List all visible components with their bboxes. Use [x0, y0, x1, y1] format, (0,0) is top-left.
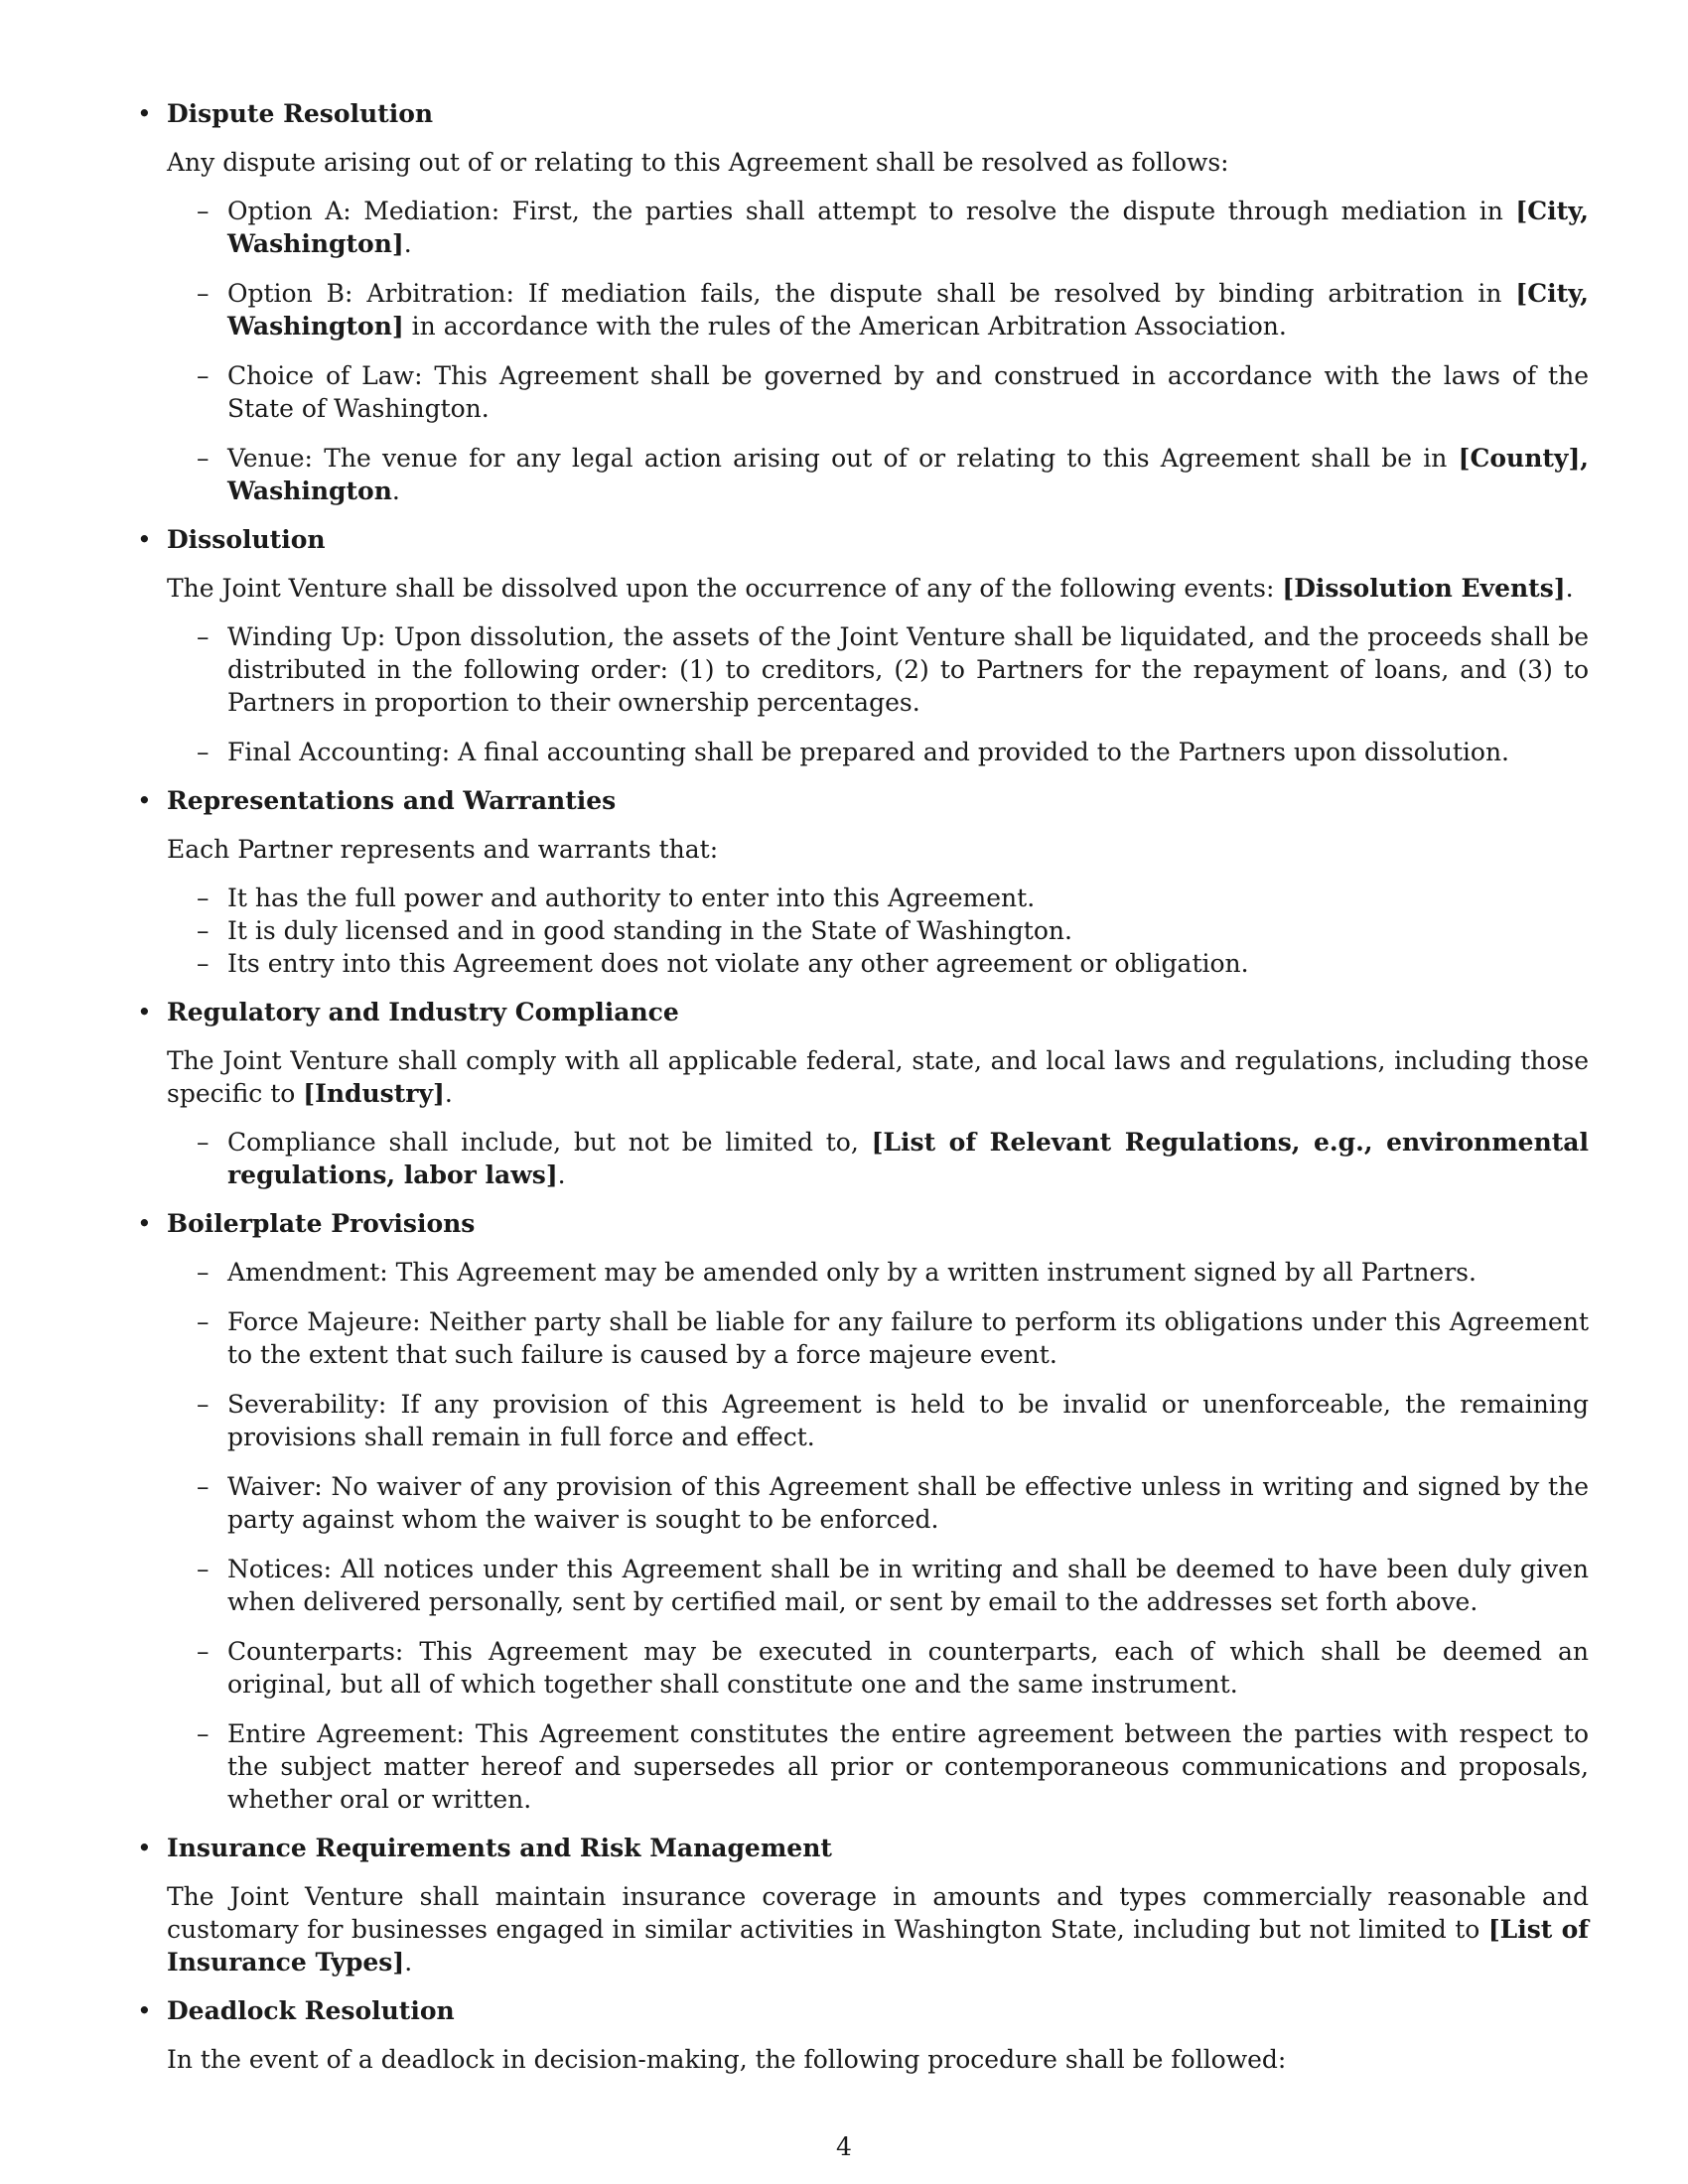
section-heading: Dispute Resolution — [167, 99, 434, 128]
sub-list — [167, 882, 1589, 980]
list-item: – Its entry into this Agreement does not violate any other agreement or obligation. — [197, 949, 1249, 978]
section-boilerplate — [129, 1207, 1589, 1816]
section-intro: The Joint Venture shall be dissolved upon the occurrence of any of the following events: [Dissolution Events]. — [167, 574, 1574, 603]
list-item: – Force Majeure: Neither party shall be liable for any failure to perform its obligations under this Agreement to the extent that such failure is caused by a force majeure event. — [197, 1307, 1589, 1369]
placeholder-field: [Dissolution Events] — [1282, 574, 1566, 603]
bullet: • — [137, 99, 152, 128]
list-item: – Venue: The venue for any legal action arising out of or relating to this Agreement shall be in [County], Washington. — [197, 444, 1589, 505]
bullet: • — [137, 525, 152, 554]
dash: – — [197, 738, 210, 766]
section-intro: The Joint Venture shall maintain insurance coverage in amounts and types commercially reasonable and customary for businesses engaged in similar activities in Washington State, including but not limited to [List of Insurance Types]. — [167, 1882, 1589, 1977]
list-item: – Waiver: No waiver of any provision of this Agreement shall be effective unless in writing and signed by the party against whom the waiver is sought to be enforced. — [197, 1472, 1589, 1534]
page-number: 4 — [836, 2132, 852, 2161]
list-item: – Entire Agreement: This Agreement constitutes the entire agreement between the parties with respect to the subject matter hereof and supersedes all prior or contemporaneous communications and proposals, whether oral or written. — [197, 1719, 1589, 1814]
placeholder-field: [City, Washington] — [227, 279, 1589, 341]
dash: – — [197, 884, 210, 912]
section-representations — [129, 784, 1589, 980]
list-item: – Final Accounting: A final accounting shall be prepared and provided to the Partners upon dissolution. — [197, 738, 1510, 766]
section-intro: Any dispute arising out of or relating to this Agreement shall be resolved as follows: — [167, 148, 1229, 177]
list-item: – Notices: All notices under this Agreement shall be in writing and shall be deemed to have been duly given when delivered personally, sent by certified mail, or sent by email to the addresses set forth above. — [197, 1555, 1589, 1616]
sub-list — [167, 1126, 1589, 1191]
placeholder-field: [List of Relevant Regulations, e.g., environmental regulations, labor laws] — [227, 1128, 1589, 1189]
placeholder-field: [County], Washington — [227, 444, 1589, 505]
section-intro: Each Partner represents and warrants that: — [167, 835, 719, 864]
sub-list — [167, 1256, 1589, 1816]
dash: – — [197, 622, 210, 651]
dash: – — [197, 1307, 210, 1336]
placeholder-field: [City, Washington] — [227, 197, 1589, 258]
section-deadlock — [129, 1994, 1589, 2076]
dash: – — [197, 1637, 210, 1666]
section-insurance — [129, 1832, 1589, 1979]
section-dissolution — [129, 523, 1589, 768]
section-dispute-resolution — [129, 97, 1589, 507]
list-item: – Severability: If any provision of this Agreement is held to be invalid or unenforceable, the remaining provisions shall remain in full force and effect. — [197, 1390, 1589, 1451]
dash: – — [197, 1472, 210, 1501]
dash: – — [197, 444, 210, 473]
dash: – — [197, 279, 210, 308]
placeholder-field: [Industry] — [303, 1079, 445, 1108]
dash: – — [197, 949, 210, 978]
sub-list — [167, 620, 1589, 768]
bullet: • — [137, 1209, 152, 1238]
section-heading: Dissolution — [167, 525, 326, 554]
bullet: • — [137, 1996, 152, 2025]
section-heading: Representations and Warranties — [167, 786, 617, 815]
dash: – — [197, 1258, 210, 1287]
list-item: – Counterparts: This Agreement may be executed in counterparts, each of which shall be deemed an original, but all of which together shall constitute one and the same instrument. — [197, 1637, 1589, 1699]
dash: – — [197, 1719, 210, 1748]
list-item: – It is duly licensed and in good standing in the State of Washington. — [197, 916, 1072, 945]
section-intro: In the event of a deadlock in decision-making, the following procedure shall be followed: — [167, 2045, 1287, 2074]
list-item: – Choice of Law: This Agreement shall be governed by and construed in accordance with the laws of the State of Washington. — [197, 361, 1589, 423]
section-heading: Insurance Requirements and Risk Management — [167, 1834, 832, 1862]
dash: – — [197, 916, 210, 945]
dash: – — [197, 1128, 210, 1157]
section-heading: Boilerplate Provisions — [167, 1209, 476, 1238]
bullet: • — [137, 786, 152, 815]
document-body — [129, 97, 1589, 2092]
dash: – — [197, 1555, 210, 1583]
section-heading: Deadlock Resolution — [167, 1996, 455, 2025]
section-regulatory-compliance — [129, 996, 1589, 1191]
dash: – — [197, 361, 210, 390]
list-item: – Option A: Mediation: First, the parties shall attempt to resolve the dispute through mediation in [City, Washington]. — [197, 197, 1589, 258]
sub-list — [167, 195, 1589, 507]
list-item: – Option B: Arbitration: If mediation fails, the dispute shall be resolved by binding arbitration in [City, Washington] in accordance with the rules of the American Arbitration Association. — [197, 279, 1589, 341]
dash: – — [197, 1390, 210, 1419]
bullet: • — [137, 998, 152, 1026]
section-intro: The Joint Venture shall comply with all applicable federal, state, and local laws and regulations, including those specific to [Industry]. — [167, 1046, 1589, 1108]
list-item: – Compliance shall include, but not be limited to, [List of Relevant Regulations, e.g., environmental regulations, labor laws]. — [197, 1128, 1589, 1189]
list-item: – Winding Up: Upon dissolution, the assets of the Joint Venture shall be liquidated, and the proceeds shall be distributed in the following order: (1) to creditors, (2) to Partners for the repayment of loans, and (3) to Partners in proportion to their ownership percentages. — [197, 622, 1589, 717]
dash: – — [197, 197, 210, 225]
bullet: • — [137, 1834, 152, 1862]
placeholder-field: [List of Insurance Types] — [167, 1915, 1589, 1977]
list-item: – It has the full power and authority to enter into this Agreement. — [197, 884, 1036, 912]
section-heading: Regulatory and Industry Compliance — [167, 998, 679, 1026]
list-item: – Amendment: This Agreement may be amended only by a written instrument signed by all Partners. — [197, 1258, 1477, 1287]
